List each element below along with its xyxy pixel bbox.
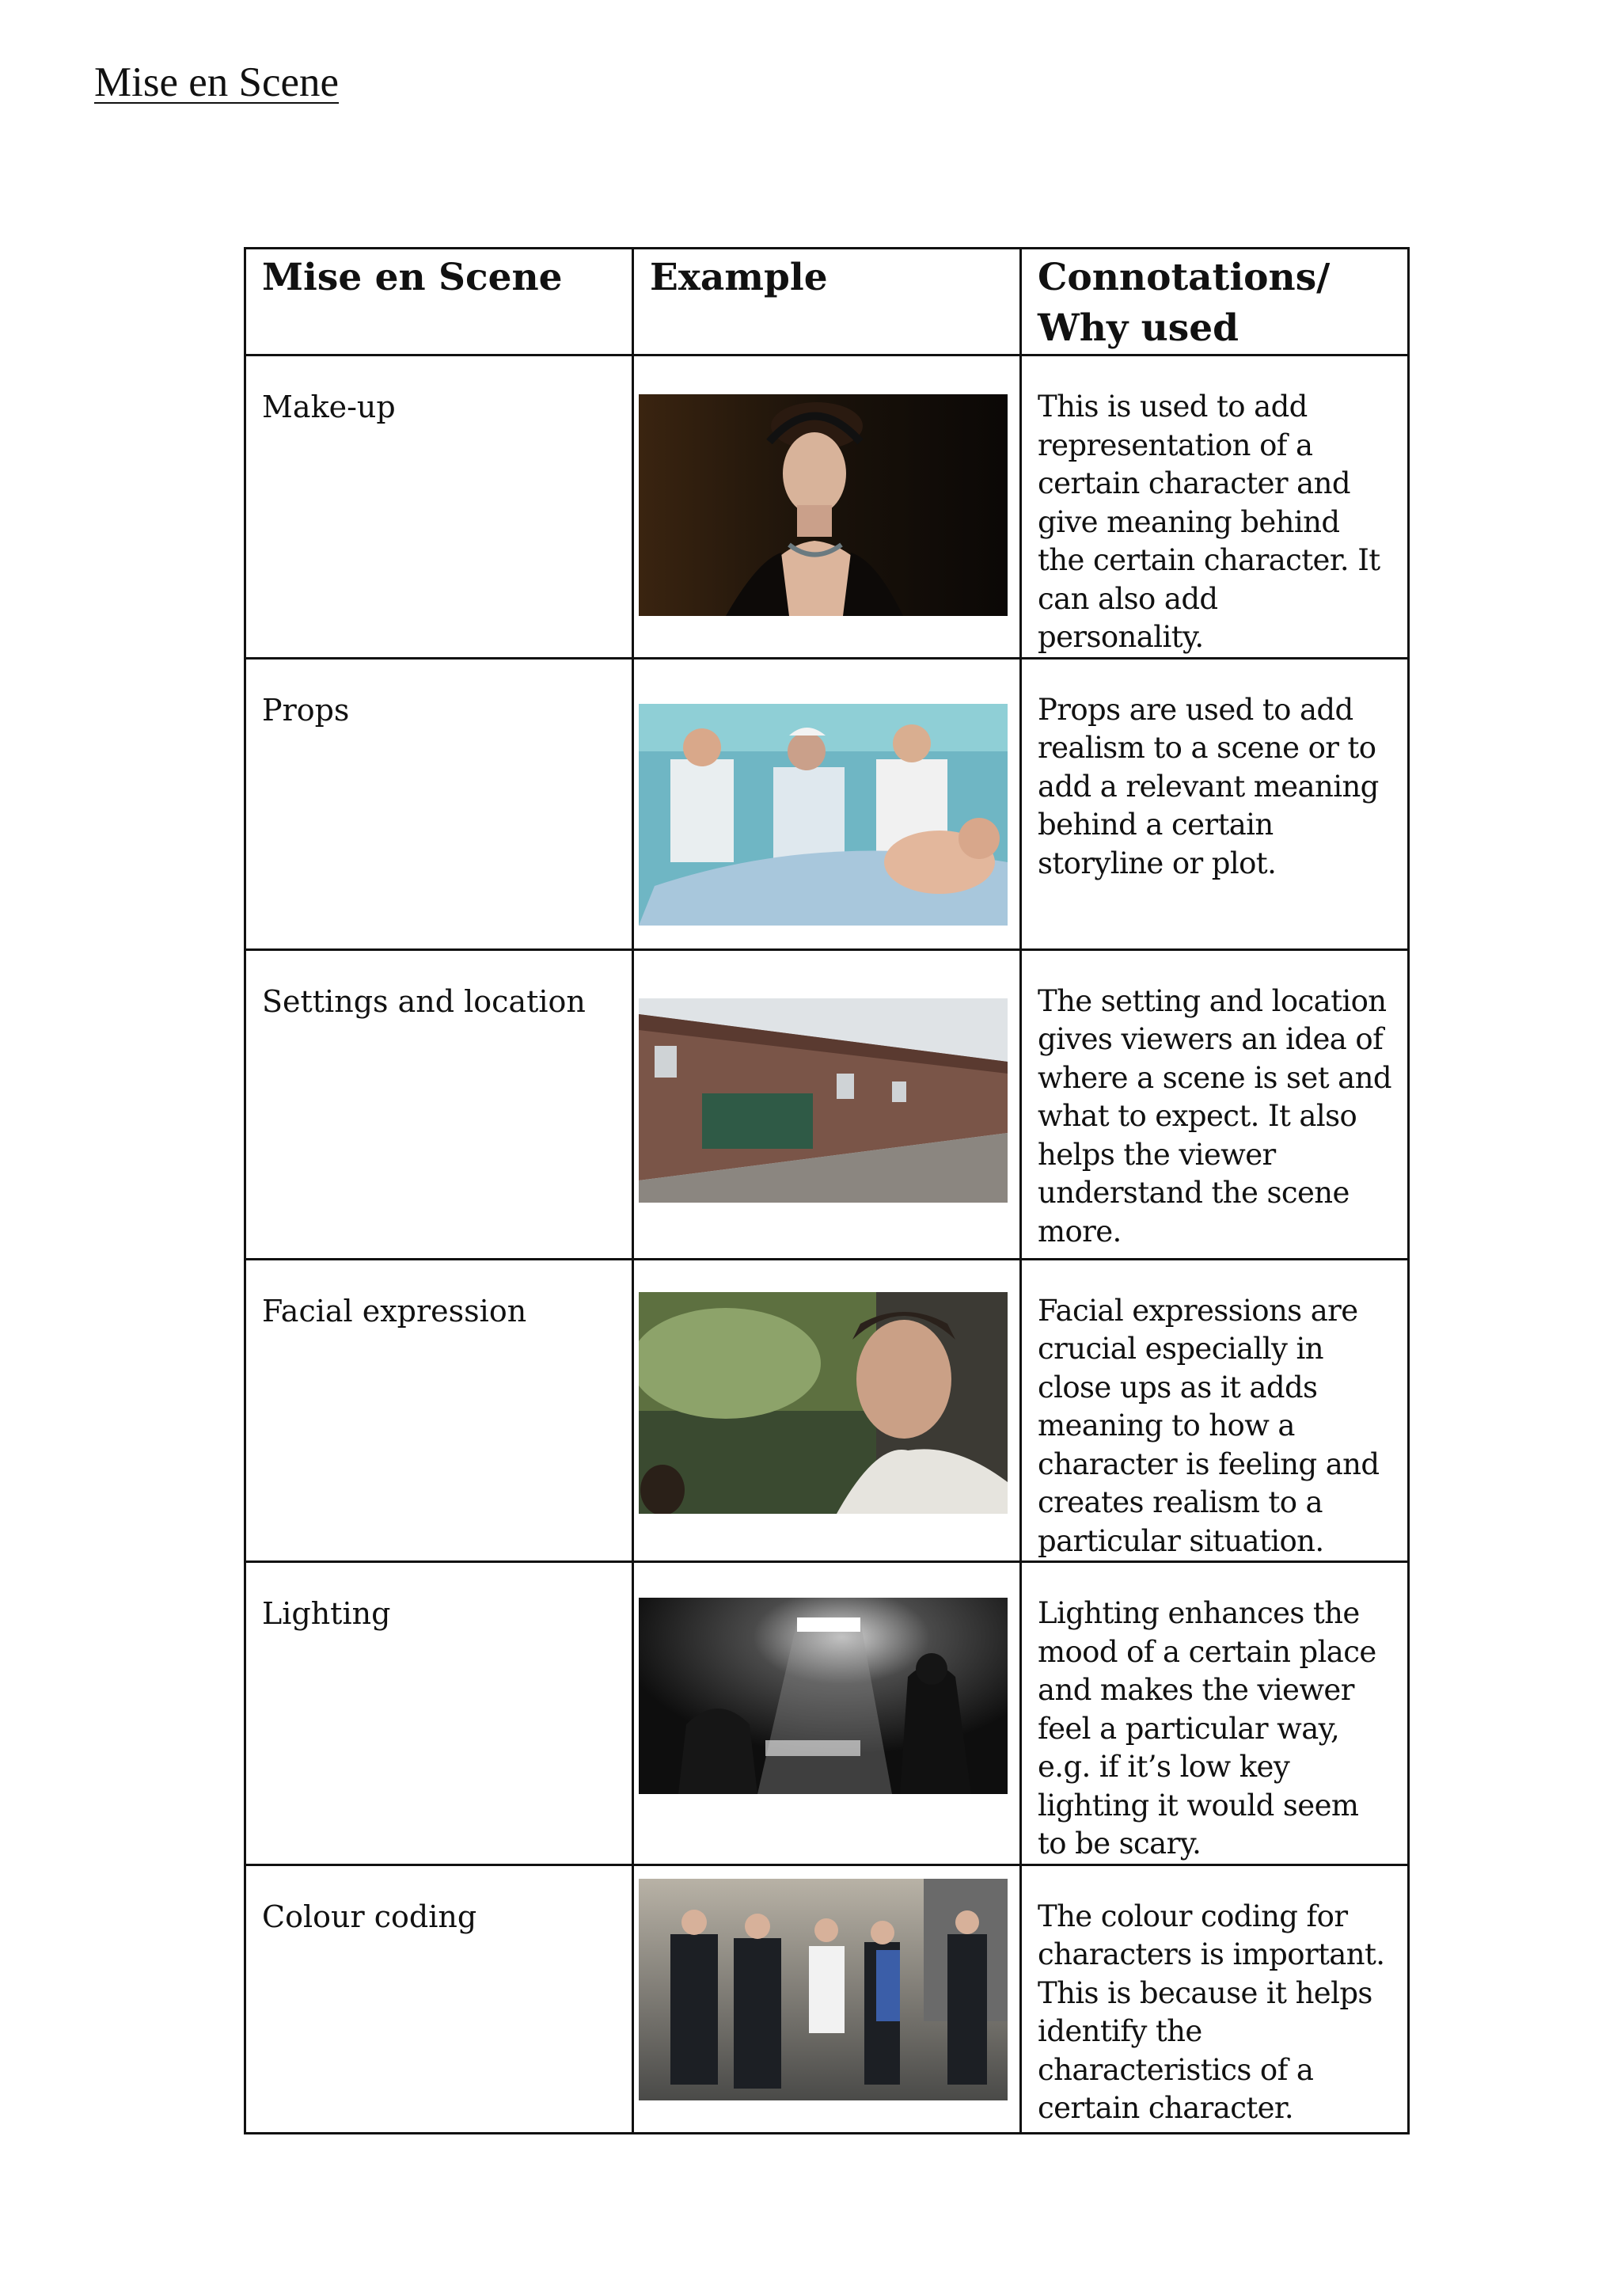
row-element-label: Lighting <box>245 1562 633 1865</box>
cast-group-photo <box>639 1879 1008 2100</box>
table-row <box>245 1865 1409 2133</box>
page-title: Mise en Scene <box>94 59 340 105</box>
row-description: Lighting enhances the mood of a certain place and makes the viewer feel a particular way, e.g. if it’s low key lighting it would seem to be scary. <box>1021 1562 1409 1865</box>
row-description: Facial expressions are crucial especially in close ups as it adds meaning to how a character is feeling and creates realism to a particular situation. <box>1021 1259 1409 1562</box>
closeup-face-photo <box>639 1292 1008 1514</box>
hospital-scene-photo <box>639 704 1008 926</box>
table-row <box>245 949 1409 1259</box>
table-row <box>245 1259 1409 1562</box>
table-row <box>245 658 1409 949</box>
row-description: This is used to add representation of a certain character and give meaning behind the certain character. It can also add personality. <box>1021 355 1409 659</box>
row-element-label: Make-up <box>245 355 633 659</box>
row-element-label: Settings and location <box>245 949 633 1259</box>
low-key-lighting-photo <box>639 1598 1008 1794</box>
header-connotations: Connotations/ Why used <box>1021 249 1409 355</box>
mise-en-scene-table <box>244 247 1410 2134</box>
row-description: The colour coding for characters is important. This is because it helps identify the characteristics of a certain character. <box>1021 1865 1409 2133</box>
portrait-photo <box>639 394 1008 616</box>
row-element-label: Facial expression <box>245 1259 633 1562</box>
table-row <box>245 1562 1409 1865</box>
row-description: Props are used to add realism to a scene or to add a relevant meaning behind a certain storyline or plot. <box>1021 658 1409 949</box>
header-element: Mise en Scene <box>245 249 633 355</box>
header-example: Example <box>633 249 1021 355</box>
row-element-label: Props <box>245 658 633 949</box>
table-row <box>245 355 1409 659</box>
street-terrace-photo <box>639 998 1008 1203</box>
row-description: The setting and location gives viewers an idea of where a scene is set and what to expect. It also helps the viewer understand the scene more. <box>1021 949 1409 1259</box>
row-element-label: Colour coding <box>245 1865 633 2133</box>
table-header-row <box>245 249 1409 355</box>
